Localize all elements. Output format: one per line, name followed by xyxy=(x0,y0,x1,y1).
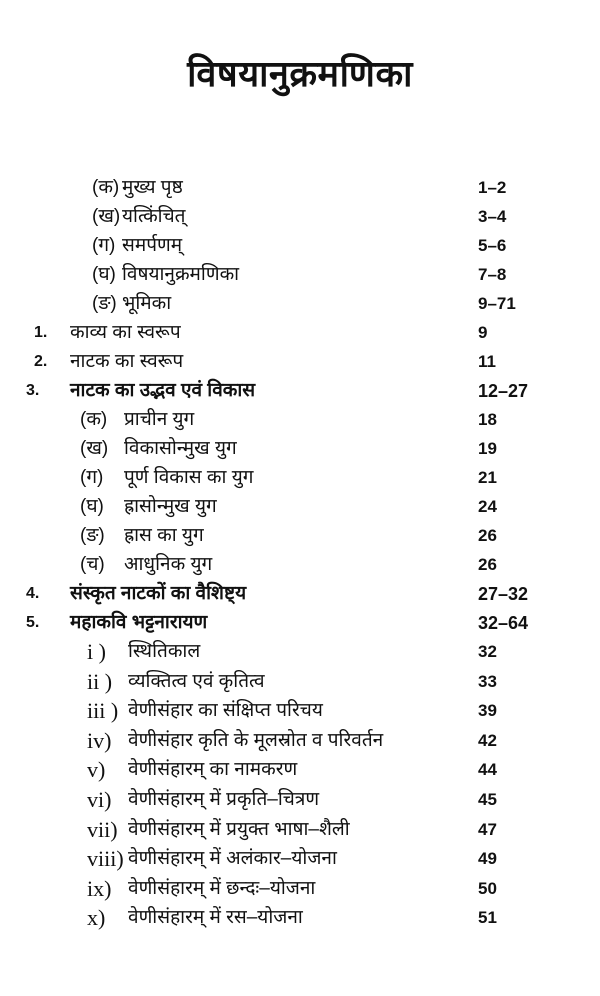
toc-entry xyxy=(0,786,600,814)
toc-entry-page: 45 xyxy=(478,790,497,809)
toc-entry-page: 49 xyxy=(478,849,497,869)
toc-entry-marker: (घ) xyxy=(80,496,104,517)
toc-entry xyxy=(0,290,600,318)
toc-entry-page: 32–64 xyxy=(478,613,529,633)
toc-entry-title: विषयानुक्रमणिका xyxy=(122,264,240,285)
toc-entry xyxy=(0,319,600,347)
toc-entry-marker: vii) xyxy=(87,816,118,842)
toc-entry xyxy=(0,875,600,903)
toc-entry-title: ह्रासोन्मुख युग xyxy=(124,496,217,517)
toc-entry xyxy=(0,816,600,844)
toc-entry xyxy=(0,609,600,637)
toc-entry-title: आधुनिक युग xyxy=(124,554,213,575)
toc-entry xyxy=(0,406,600,434)
toc-entry xyxy=(0,377,600,405)
toc-entry-page: 47 xyxy=(478,819,497,839)
toc-entry xyxy=(0,522,600,550)
toc-entry-page: 9–71 xyxy=(478,294,516,313)
toc-entry xyxy=(0,904,600,932)
toc-entry-page: 11 xyxy=(478,352,496,371)
toc-entry xyxy=(0,697,600,725)
toc-entry-title: वेणीसंहारम् में अलंकार–योजना xyxy=(128,848,337,870)
toc-entry xyxy=(0,464,600,492)
toc-entry-marker: (क) xyxy=(80,409,108,430)
toc-entry-marker: 4. xyxy=(26,585,40,602)
toc-entry-page: 32 xyxy=(478,642,497,661)
toc-entry-title: वेणीसंहारम् का नामकरण xyxy=(128,759,298,781)
toc-entry-title: पूर्ण विकास का युग xyxy=(124,467,254,488)
toc-entry-page: 5–6 xyxy=(478,236,507,255)
toc-entry-marker: 5. xyxy=(26,614,40,631)
toc-entry-marker: (ङ) xyxy=(92,293,117,314)
toc-entry-title: वेणीसंहार का संक्षिप्त परिचय xyxy=(128,700,323,722)
toc-entry-title: वेणीसंहार कृति के मूलस्रोत व परिवर्तन xyxy=(128,729,384,751)
toc-entry-page: 24 xyxy=(478,497,497,516)
toc-entry-marker: iv) xyxy=(87,727,112,753)
toc-entry-page: 3–4 xyxy=(478,207,507,226)
toc-entry-marker: i ) xyxy=(87,639,106,664)
toc-entry xyxy=(0,261,600,289)
toc-entry-marker: x) xyxy=(87,905,106,931)
toc-entry-title: वेणीसंहारम् में प्रकृति–चित्रण xyxy=(128,789,320,810)
toc-entry-title: यत्किंचित् xyxy=(122,206,186,227)
toc-entry-title: वेणीसंहारम् में प्रयुक्त भाषा–शैली xyxy=(128,818,350,840)
toc-entry-page: 50 xyxy=(478,878,497,898)
toc-entry xyxy=(0,203,600,231)
toc-entry-title: प्राचीन युग xyxy=(124,409,195,430)
toc-entry-title: भूमिका xyxy=(122,293,172,314)
toc-entry-marker: (क) xyxy=(92,177,120,198)
toc-entry-marker: viii) xyxy=(87,846,124,872)
toc-entry xyxy=(0,727,600,755)
toc-entry-title: वेणीसंहारम् में रस–योजना xyxy=(128,907,303,929)
toc-entry-title: वेणीसंहारम् में छन्दः–योजना xyxy=(128,877,316,899)
toc-entry xyxy=(0,668,600,696)
toc-entry-title: नाटक का उद्भव एवं विकास xyxy=(70,380,256,401)
toc-entry-title: महाकवि भट्टनारायण xyxy=(70,612,208,633)
toc-entry xyxy=(0,493,600,521)
toc-entry xyxy=(0,348,600,376)
toc-entry-page: 51 xyxy=(478,908,497,928)
toc-entry-page: 7–8 xyxy=(478,265,507,284)
toc-entry-marker: 3. xyxy=(26,382,40,399)
toc-entry-marker: iii ) xyxy=(87,698,119,724)
toc-entry-page: 27–32 xyxy=(478,584,529,604)
toc-entry xyxy=(0,756,600,784)
toc-entry-title: नाटक का स्वरूप xyxy=(70,351,184,372)
toc-entry-page: 21 xyxy=(478,468,497,487)
toc-entry-page: 39 xyxy=(478,701,497,721)
toc-entry xyxy=(0,638,600,666)
toc-entry-page: 44 xyxy=(478,760,497,780)
toc-entry-title: काव्य का स्वरूप xyxy=(70,322,181,343)
page-title: विषयानुक्रमणिका xyxy=(187,53,413,94)
toc-entry-page: 18 xyxy=(478,410,497,429)
toc-entry-title: संस्कृत नाटकों का वैशिष्ट्य xyxy=(70,583,247,604)
toc-entry-marker: (च) xyxy=(80,554,105,575)
toc-entry-page: 26 xyxy=(478,555,497,574)
toc-entry-title: व्यक्तित्व एवं कृतित्व xyxy=(128,670,265,692)
toc-entry xyxy=(0,551,600,579)
toc-entry-title: मुख्य पृष्ठ xyxy=(122,177,183,198)
toc-entry-title: स्थितिकाल xyxy=(128,641,201,662)
toc-entry-marker: ix) xyxy=(87,875,112,901)
toc-entry xyxy=(0,435,600,463)
toc-entry xyxy=(0,174,600,202)
toc-entry-marker: v) xyxy=(87,757,106,783)
toc-entry-page: 33 xyxy=(478,671,497,691)
toc-entry-title: समर्पणम् xyxy=(122,235,183,256)
toc-entry-marker: 2. xyxy=(34,353,48,370)
toc-entry-page: 42 xyxy=(478,730,497,750)
toc-entry-title: ह्रास का युग xyxy=(124,525,204,546)
toc-entry-page: 26 xyxy=(478,526,497,545)
toc-entry-marker: ii ) xyxy=(87,668,113,694)
toc-entry-marker: 1. xyxy=(34,324,48,341)
toc-entry xyxy=(0,580,600,608)
toc-entry-marker: (ख) xyxy=(80,438,109,459)
toc-entry-page: 1–2 xyxy=(478,178,507,197)
toc-entry xyxy=(0,845,600,873)
toc-entry-page: 12–27 xyxy=(478,381,529,401)
toc-entry-marker: vi) xyxy=(87,787,112,812)
toc-entry-marker: (ग) xyxy=(92,235,116,256)
toc-entry-marker: (ङ) xyxy=(80,525,105,546)
toc-entry-marker: (ग) xyxy=(80,467,104,488)
toc-entry-marker: (ख) xyxy=(92,206,121,227)
toc-entry-page: 9 xyxy=(478,323,488,342)
toc-entry xyxy=(0,232,600,260)
toc-entry-title: विकासोन्मुख युग xyxy=(124,438,237,459)
toc-entry-marker: (घ) xyxy=(92,264,116,285)
toc-entry-page: 19 xyxy=(478,439,497,458)
